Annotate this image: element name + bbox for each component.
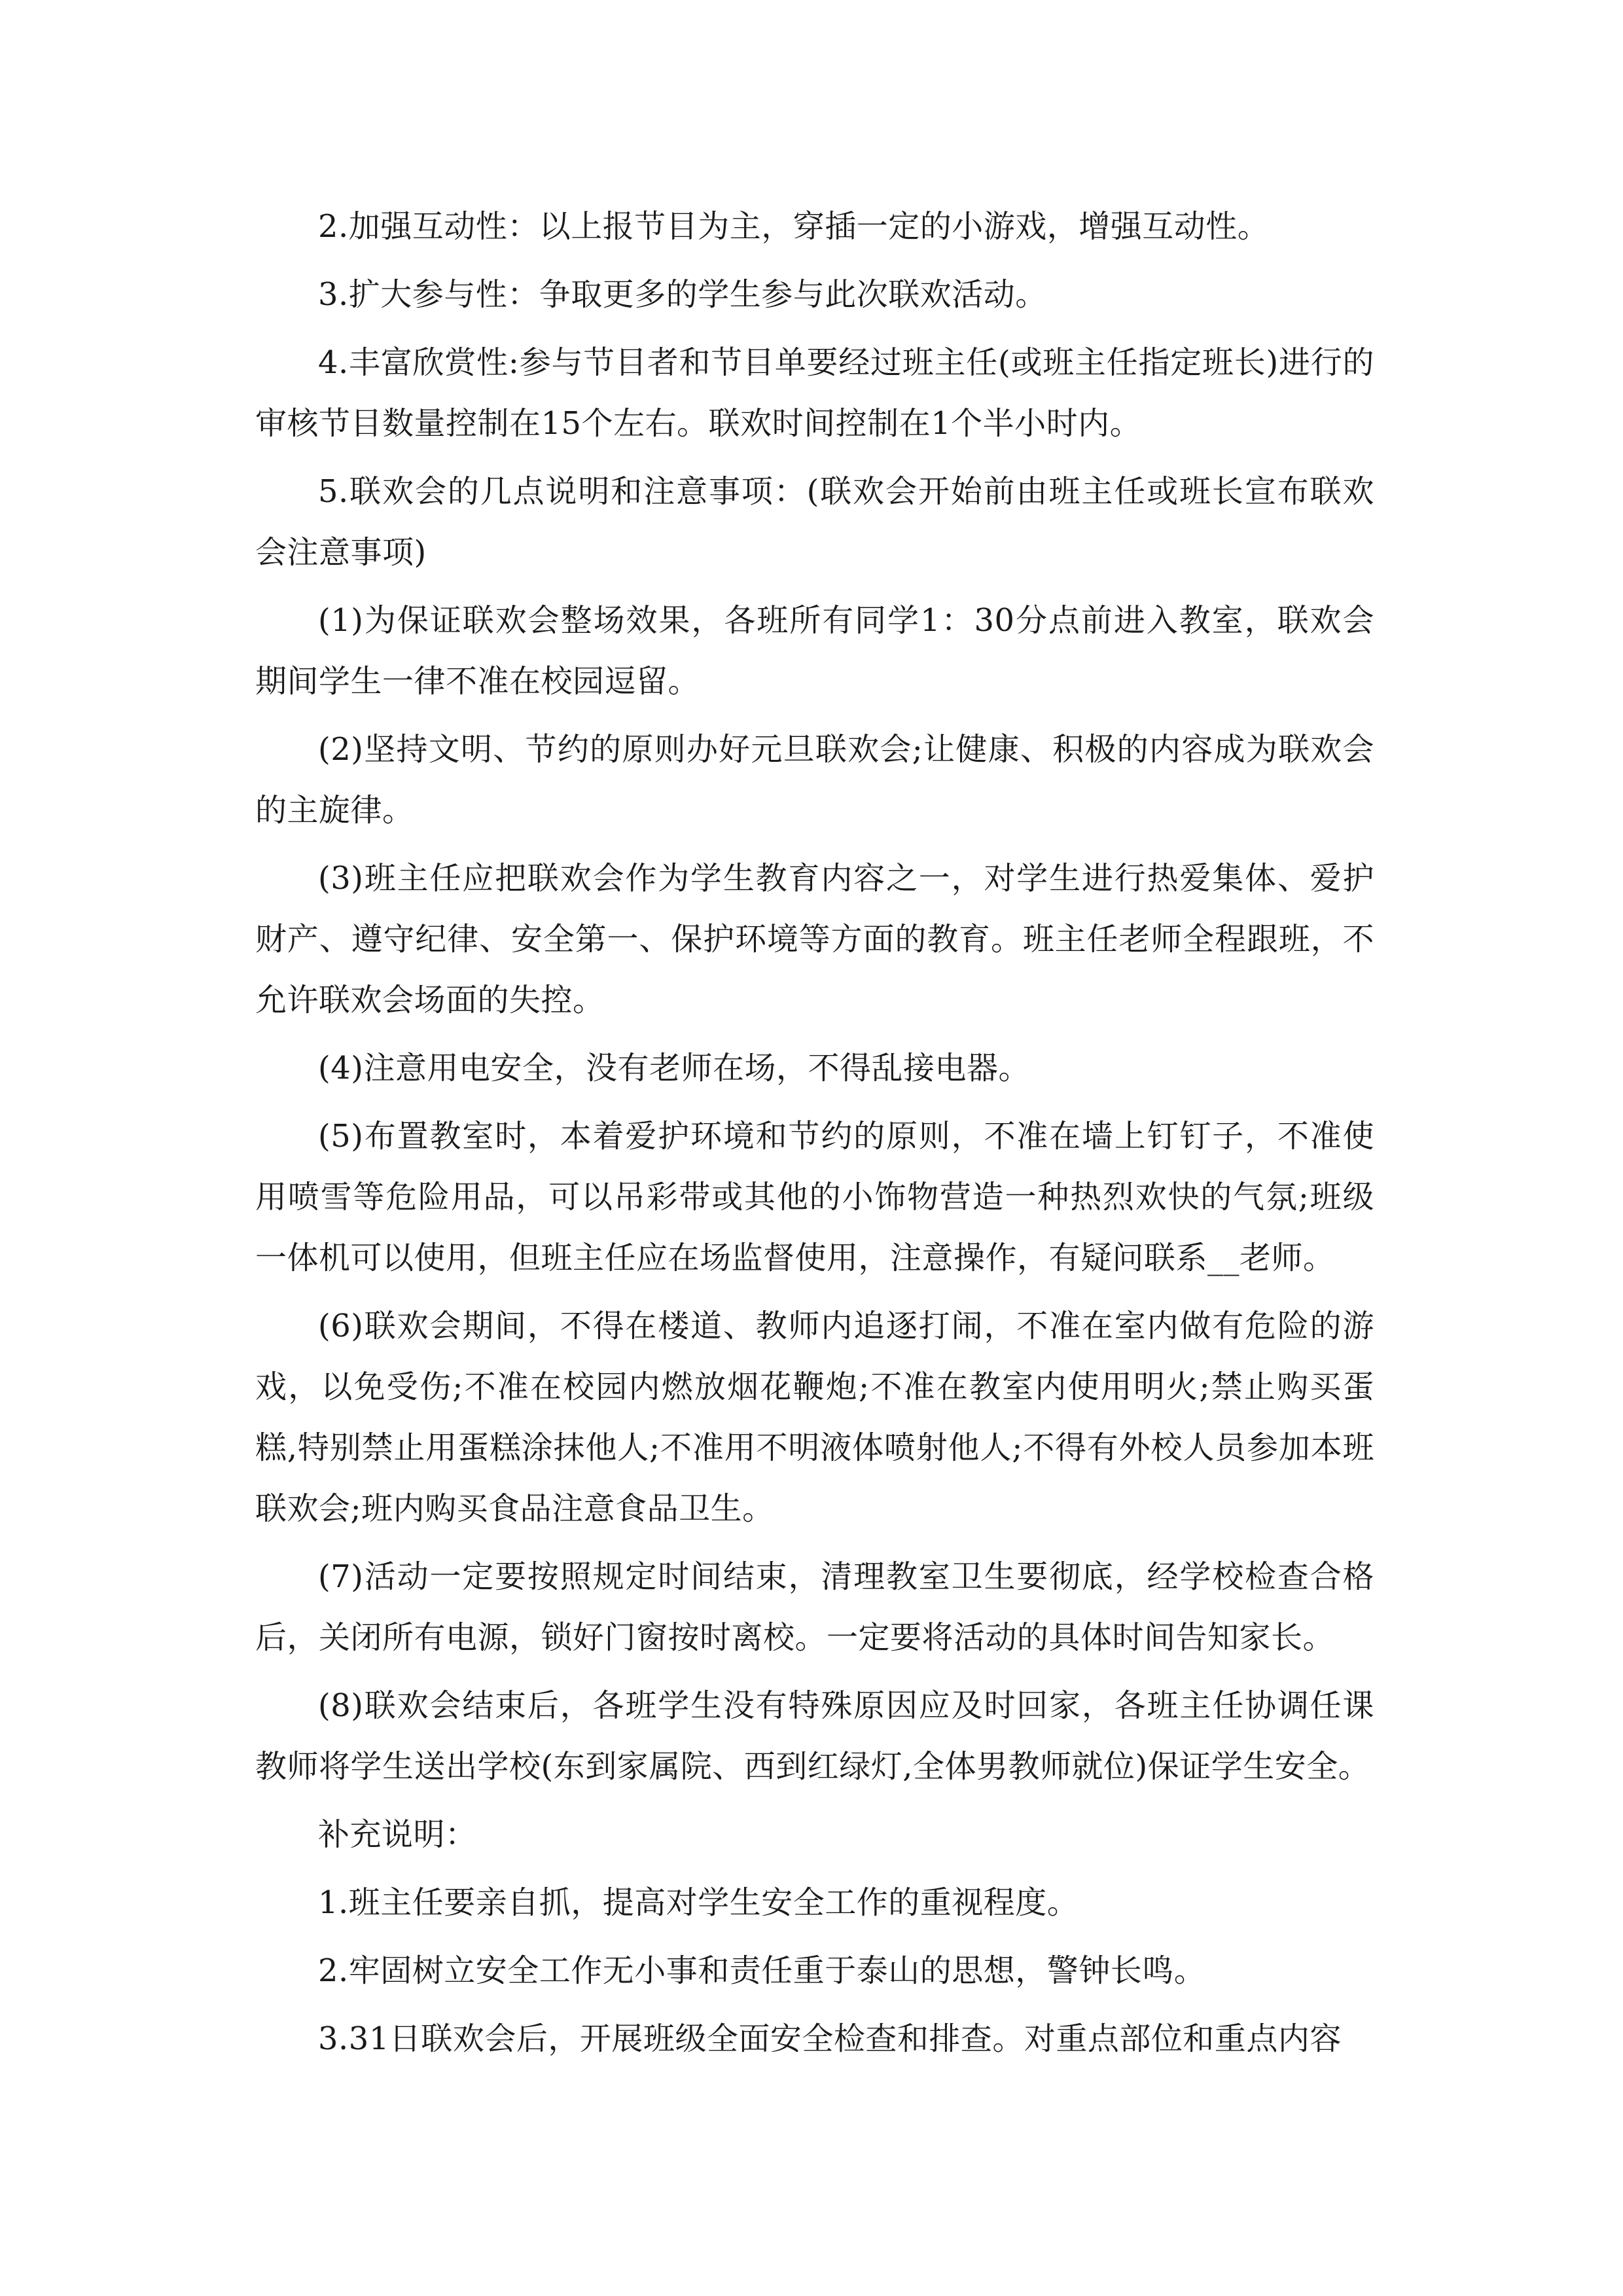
document-body	[255, 196, 1374, 2077]
paragraph-supplement-2: 2.牢固树立安全工作无小事和责任重于泰山的思想，警钟长鸣。	[318, 1952, 1206, 1989]
paragraph-note-8: (8)联欢会结束后，各班学生没有特殊原因应及时回家，各班主任协调任课教师将学生送出学校(东到家属院、西到红绿灯,全体男教师就位)保证学生安全。	[255, 1687, 1374, 1785]
paragraph-supplement-3: 3.31日联欢会后，开展班级全面安全检查和排查。对重点部位和重点内容	[318, 2020, 1342, 2057]
paragraph-supplement-heading: 补充说明：	[318, 1816, 477, 1853]
paragraph-note-7: (7)活动一定要按照规定时间结束，清理教室卫生要彻底，经学校检查合格后，关闭所有电源，锁好门窗按时离校。一定要将活动的具体时间告知家长。	[255, 1558, 1374, 1656]
paragraph-note-4: (4)注意用电安全，没有老师在场，不得乱接电器。	[318, 1050, 1030, 1086]
paragraph-supplement-1: 1.班主任要亲自抓，提高对学生安全工作的重视程度。	[318, 1884, 1079, 1921]
paragraph-appreciation: 4.丰富欣赏性:参与节目者和节目单要经过班主任(或班主任指定班长)进行的审核节目数量控制在15个左右。联欢时间控制在1个半小时内。	[255, 344, 1374, 442]
paragraph-note-5: (5)布置教室时，本着爱护环境和节约的原则，不准在墙上钉钉子，不准使用喷雪等危险用品，可以吊彩带或其他的小饰物营造一种热烈欢快的气氛;班级一体机可以使用，但班主任应在场监督使用，注意操作，有疑问联系__老师。	[255, 1118, 1374, 1276]
paragraph-interaction: 2.加强互动性：以上报节目为主，穿插一定的小游戏，增强互动性。	[318, 208, 1270, 245]
paragraph-note-6: (6)联欢会期间，不得在楼道、教师内追逐打闹，不准在室内做有危险的游戏，以免受伤;不准在校园内燃放烟花鞭炮;不准在教室内使用明火;禁止购买蛋糕,特别禁止用蛋糕涂抹他人;不准用不明液体喷射他人;不得有外校人员参加本班联欢会;班内购买食品注意食品卫生。	[255, 1308, 1374, 1527]
paragraph-notes-heading: 5.联欢会的几点说明和注意事项：(联欢会开始前由班主任或班长宣布联欢会注意事项)	[255, 473, 1374, 571]
paragraph-note-1: (1)为保证联欢会整场效果，各班所有同学1：30分点前进入教室，联欢会期间学生一律不准在校园逗留。	[255, 602, 1374, 700]
paragraph-participation: 3.扩大参与性：争取更多的学生参与此次联欢活动。	[318, 276, 1047, 313]
paragraph-note-2: (2)坚持文明、节约的原则办好元旦联欢会;让健康、积极的内容成为联欢会的主旋律。	[255, 731, 1374, 829]
paragraph-note-3: (3)班主任应把联欢会作为学生教育内容之一，对学生进行热爱集体、爱护财产、遵守纪律、安全第一、保护环境等方面的教育。班主任老师全程跟班，不允许联欢会场面的失控。	[255, 860, 1374, 1018]
